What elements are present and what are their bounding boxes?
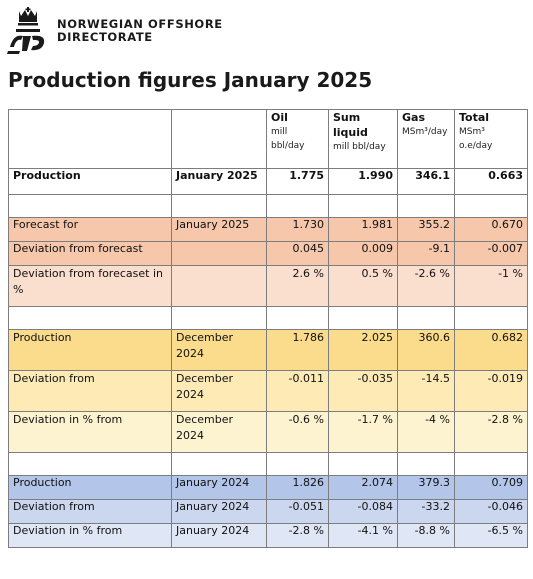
total-value: -2.8 % — [455, 412, 528, 453]
row-period — [172, 242, 267, 266]
org-name-line-1: NORWEGIAN OFFSHORE — [57, 17, 223, 31]
header-oil-unit: bbl/day — [271, 141, 305, 151]
gas-value: 355.2 — [398, 218, 455, 242]
header-gas-unit: MSm³/day — [402, 127, 448, 137]
crowned-lion-logo-icon — [7, 7, 49, 55]
row-period: January 2024 — [172, 476, 267, 500]
table-row-forecast-deviation-pct — [9, 266, 528, 307]
header-total-unit: MSm³ — [459, 127, 485, 137]
oil-value: 0.045 — [267, 242, 329, 266]
header-empty-cell — [9, 110, 172, 169]
liquid-value: -0.035 — [329, 371, 398, 412]
oil-value: 1.730 — [267, 218, 329, 242]
header-sum-liquid-title: liquid — [333, 126, 368, 139]
oil-value: -0.6 % — [267, 412, 329, 453]
table-row-lastyear-deviation — [9, 500, 528, 524]
header-total-unit: o.e/day — [459, 141, 493, 151]
org-name-line-2: DIRECTORATE — [57, 30, 153, 44]
spacer-row — [9, 307, 528, 330]
row-period: December 2024 — [172, 412, 267, 453]
gas-value: 379.3 — [398, 476, 455, 500]
gas-value: -4 % — [398, 412, 455, 453]
total-value: 0.663 — [455, 169, 528, 195]
header-oil-title: Oil — [271, 111, 288, 124]
table-row-december-production — [9, 330, 528, 371]
liquid-value: 2.074 — [329, 476, 398, 500]
total-value: 0.709 — [455, 476, 528, 500]
oil-value: 1.775 — [267, 169, 329, 195]
total-value: -0.046 — [455, 500, 528, 524]
total-value: -0.019 — [455, 371, 528, 412]
liquid-value: 1.990 — [329, 169, 398, 195]
gas-value: -8.8 % — [398, 524, 455, 548]
row-period — [172, 266, 267, 307]
row-label: Deviation from forecaset in % — [9, 266, 172, 307]
table-row-lastyear-production — [9, 476, 528, 500]
table-row-december-deviation — [9, 371, 528, 412]
page-title: Production figures January 2025 — [8, 68, 373, 92]
row-label: Deviation from — [9, 500, 172, 524]
spacer-row — [9, 453, 528, 476]
table-row-forecast — [9, 218, 528, 242]
total-value: -0.007 — [455, 242, 528, 266]
header-oil — [267, 110, 329, 169]
row-period: January 2024 — [172, 524, 267, 548]
header-sum-liquid-title: Sum — [333, 111, 361, 124]
gas-value: -2.6 % — [398, 266, 455, 307]
liquid-value: -0.084 — [329, 500, 398, 524]
liquid-value: 1.981 — [329, 218, 398, 242]
row-label: Production — [9, 330, 172, 371]
header-gas — [398, 110, 455, 169]
gas-value: -14.5 — [398, 371, 455, 412]
oil-value: -2.8 % — [267, 524, 329, 548]
row-period: January 2024 — [172, 500, 267, 524]
liquid-value: -1.7 % — [329, 412, 398, 453]
header-empty-cell — [172, 110, 267, 169]
row-label: Deviation in % from — [9, 412, 172, 453]
gas-value: 360.6 — [398, 330, 455, 371]
row-period: December 2024 — [172, 371, 267, 412]
total-value: 0.682 — [455, 330, 528, 371]
row-period: January 2025 — [172, 218, 267, 242]
header-total — [455, 110, 528, 169]
header-sum-liquid — [329, 110, 398, 169]
header-oil-unit: mill — [271, 127, 288, 137]
liquid-value: 0.5 % — [329, 266, 398, 307]
total-value: -6.5 % — [455, 524, 528, 548]
gas-value: -9.1 — [398, 242, 455, 266]
oil-value: 2.6 % — [267, 266, 329, 307]
total-value: 0.670 — [455, 218, 528, 242]
liquid-value: 0.009 — [329, 242, 398, 266]
total-value: -1 % — [455, 266, 528, 307]
table-row-forecast-deviation — [9, 242, 528, 266]
oil-value: -0.051 — [267, 500, 329, 524]
row-label: Production — [9, 169, 172, 195]
oil-value: 1.826 — [267, 476, 329, 500]
table-row-production-current — [9, 169, 528, 195]
org-name — [57, 18, 223, 44]
gas-value: 346.1 — [398, 169, 455, 195]
row-period: December 2024 — [172, 330, 267, 371]
spacer-row — [9, 195, 528, 218]
oil-value: 1.786 — [267, 330, 329, 371]
header-sum-liquid-unit: mill bbl/day — [333, 142, 386, 152]
table-row-december-deviation-pct — [9, 412, 528, 453]
gas-value: -33.2 — [398, 500, 455, 524]
production-table — [8, 109, 528, 548]
header-total-title: Total — [459, 111, 490, 124]
table-header-row — [9, 110, 528, 169]
site-header — [7, 6, 223, 56]
row-period: January 2025 — [172, 169, 267, 195]
row-label: Production — [9, 476, 172, 500]
row-label: Deviation from — [9, 371, 172, 412]
header-gas-title: Gas — [402, 111, 425, 124]
liquid-value: 2.025 — [329, 330, 398, 371]
oil-value: -0.011 — [267, 371, 329, 412]
row-label: Deviation from forecast — [9, 242, 172, 266]
row-label: Forecast for — [9, 218, 172, 242]
row-label: Deviation in % from — [9, 524, 172, 548]
table-row-lastyear-deviation-pct — [9, 524, 528, 548]
liquid-value: -4.1 % — [329, 524, 398, 548]
